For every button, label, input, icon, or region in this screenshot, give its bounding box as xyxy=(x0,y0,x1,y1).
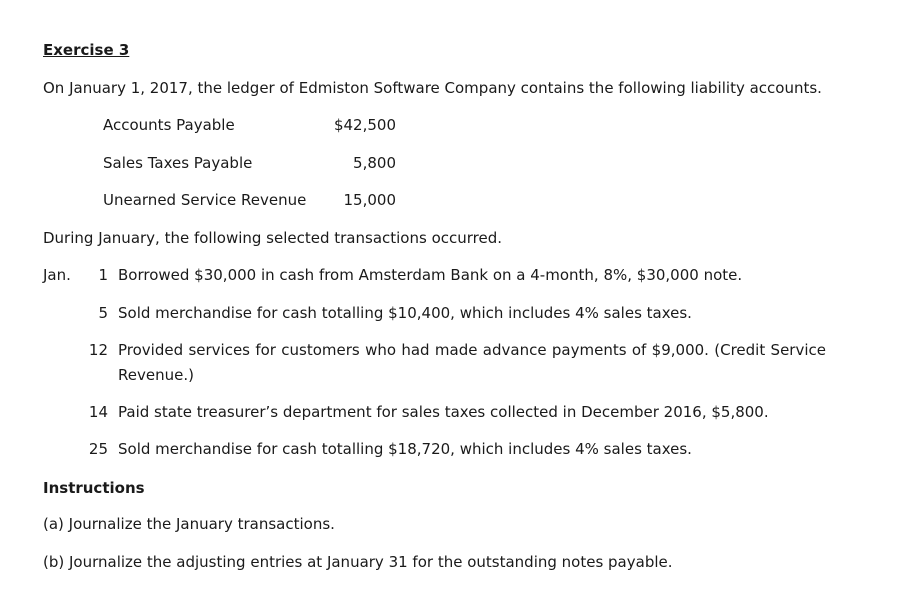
transactions-intro: During January, the following selected transactions occurred. xyxy=(43,229,503,247)
transaction-day: 14 xyxy=(88,403,108,421)
transaction-text: Borrowed $30,000 in cash from Amsterdam Bank on a 4-month, 8%, $30,000 note. xyxy=(118,266,743,284)
transaction-text: Sold merchandise for cash totalling $18,720, which includes 4% sales taxes. xyxy=(118,440,692,458)
transaction-text: Sold merchandise for cash totalling $10,400, which includes 4% sales taxes. xyxy=(118,304,692,322)
transaction-text: Provided services for customers who had made advance payments of $9,000. (Credit Service Revenue.) xyxy=(118,341,826,384)
account-amount: 5,800 xyxy=(353,154,396,172)
instruction-item: (b) Journalize the adjusting entries at January 31 for the outstanding notes payable. xyxy=(43,553,673,571)
exercise-intro: On January 1, 2017, the ledger of Edmiston Software Company contains the following liability accounts. xyxy=(43,79,822,97)
transaction-text: Paid state treasurer’s department for sales taxes collected in December 2016, $5,800. xyxy=(118,403,769,421)
account-name: Sales Taxes Payable xyxy=(103,154,253,172)
transaction-day: 1 xyxy=(98,266,108,284)
instructions-title: Instructions xyxy=(43,479,145,497)
exercise-title: Exercise 3 xyxy=(43,41,130,59)
transaction-day: 12 xyxy=(88,341,108,359)
instruction-item: (a) Journalize the January transactions. xyxy=(43,515,335,533)
account-amount: $42,500 xyxy=(333,116,396,134)
transaction-day: 5 xyxy=(98,304,108,322)
account-amount: 15,000 xyxy=(343,191,396,209)
account-name: Unearned Service Revenue xyxy=(103,191,307,209)
transaction-day: 25 xyxy=(88,440,108,458)
month-label: Jan. xyxy=(43,266,71,284)
account-name: Accounts Payable xyxy=(103,116,235,134)
